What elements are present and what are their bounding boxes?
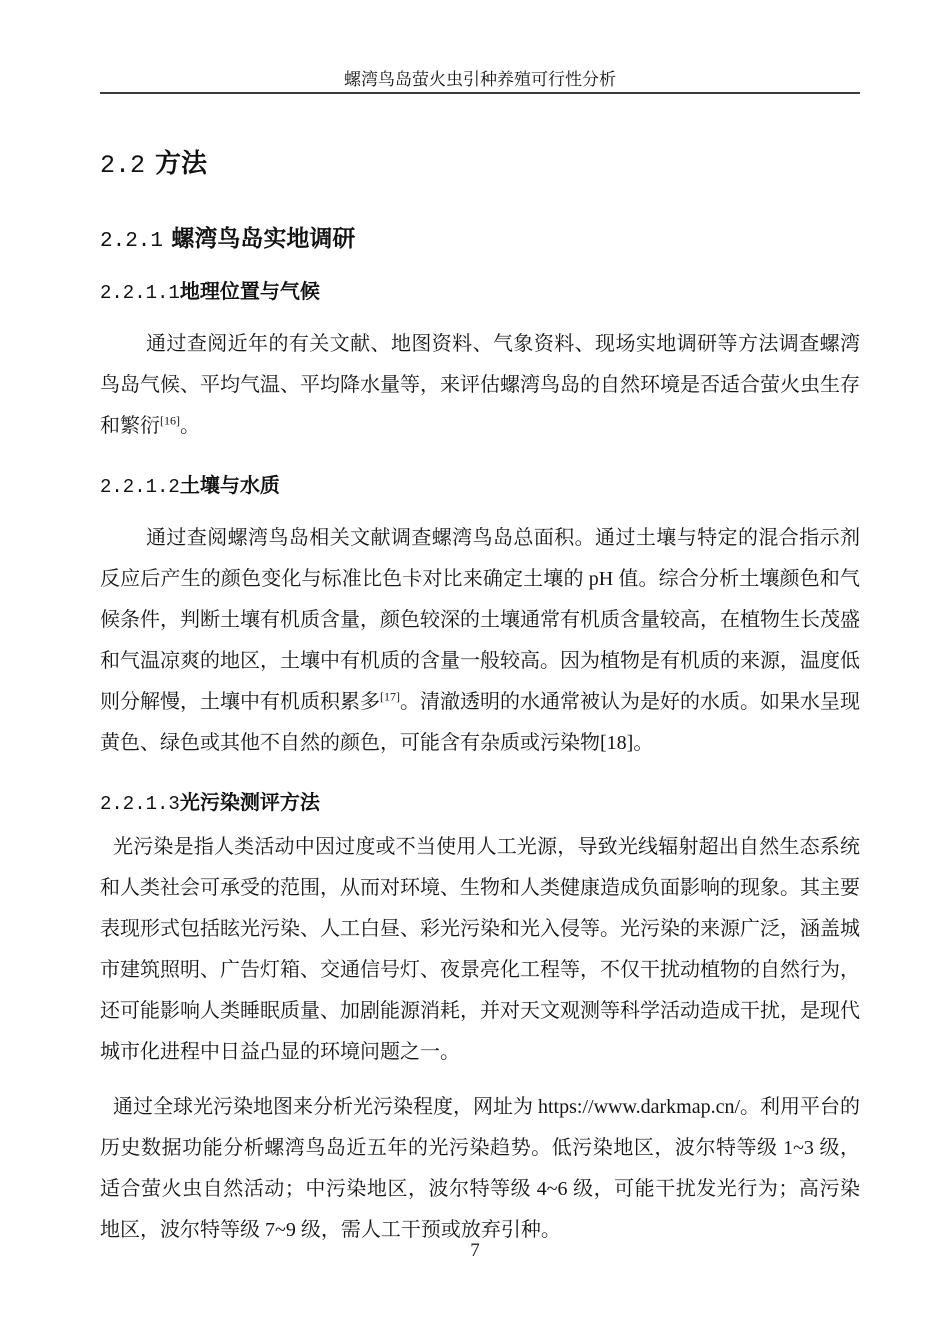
heading-2-2-1-3-light-pollution [100,786,860,815]
heading-text: 地理位置与气候 [179,281,320,303]
paragraph-geography [100,324,860,447]
page-number: 7 [470,1240,480,1261]
heading-2-2-1-1-geography [100,275,860,304]
heading-2-2-1-2-soil-water [100,469,860,498]
citation-17: [17] [380,689,400,704]
heading-text: 光污染测评方法 [179,792,320,814]
paragraph-text: 。 [180,415,200,437]
heading-text: 螺湾鸟岛实地调研 [171,225,356,251]
heading-number: 2.2.1.2 [100,476,180,498]
header-title: 螺湾鸟岛萤火虫引种养殖可行性分析 [344,70,616,89]
paragraph-soil-water [100,518,860,764]
heading-text: 方法 [155,148,208,178]
heading-text: 土壤与水质 [179,475,280,497]
heading-number: 2.2.1.1 [100,282,180,304]
heading-number: 2.2.1.3 [100,793,180,815]
heading-number: 2.2.1 [100,230,164,253]
paragraph-text: 通过查阅近年的有关文献、地图资料、气象资料、现场实地调研等方法调查螺湾鸟岛气候、平均气温、平均降水量等，来评估螺湾鸟岛的自然环境是否适合萤火虫生存和繁衍 [100,333,860,437]
page-header [100,0,860,94]
heading-2-2-1-survey [100,220,860,253]
paragraph-light-pollution-definition: 光污染是指人类活动中因过度或不当使用人工光源，导致光线辐射超出自然生态系统和人类社会可承受的范围，从而对环境、生物和人类健康造成负面影响的现象。其主要表现形式包括眩光污染、人工白昼、彩光污染和光入侵等。光污染的来源广泛，涵盖城市建筑照明、广告灯箱、交通信号灯、夜景亮化工程等，不仅干扰动植物的自然行为，还可能影响人类睡眠质量、加剧能源消耗，并对天文观测等科学活动造成干扰，是现代城市化进程中日益凸显的环境问题之一。 [100,836,860,1063]
paragraph-text: 。清澈透明的水通常被认为是好的水质。如果水呈现黄色、绿色或其他不自然的颜色，可能含有杂质或污染物[18]。 [100,691,860,754]
citation-16: [16] [160,413,180,428]
heading-number: 2.2 [100,151,146,180]
heading-2-2-method [100,143,860,180]
paragraph-text: 通过查阅螺湾鸟岛相关文献调查螺湾鸟岛总面积。通过土壤与特定的混合指示剂反应后产生的颜色变化与标准比色卡对比来确定土壤的 pH 值。综合分析土壤颜色和气候条件，判断土壤有机质含量，颜色较深的土壤通常有机质含量较高，在植物生长茂盛和气温凉爽的地区，土壤中有机质的含量一般较高。因为植物是有机质的来源，温度低则分解慢，土壤中有机质积累多 [100,527,860,713]
paragraph-light-pollution-map: 通过全球光污染地图来分析光污染程度，网址为 https://www.darkmap.cn/。利用平台的历史数据功能分析螺湾鸟岛近五年的光污染趋势。低污染地区，波尔特等级 1~3 级，适合萤火虫自然活动；中污染地区，波尔特等级 4~6 级，可能干扰发光行为；高污染地区，波尔特等级 7~9 级，需人工干预或放弃引种。 [100,1096,861,1241]
